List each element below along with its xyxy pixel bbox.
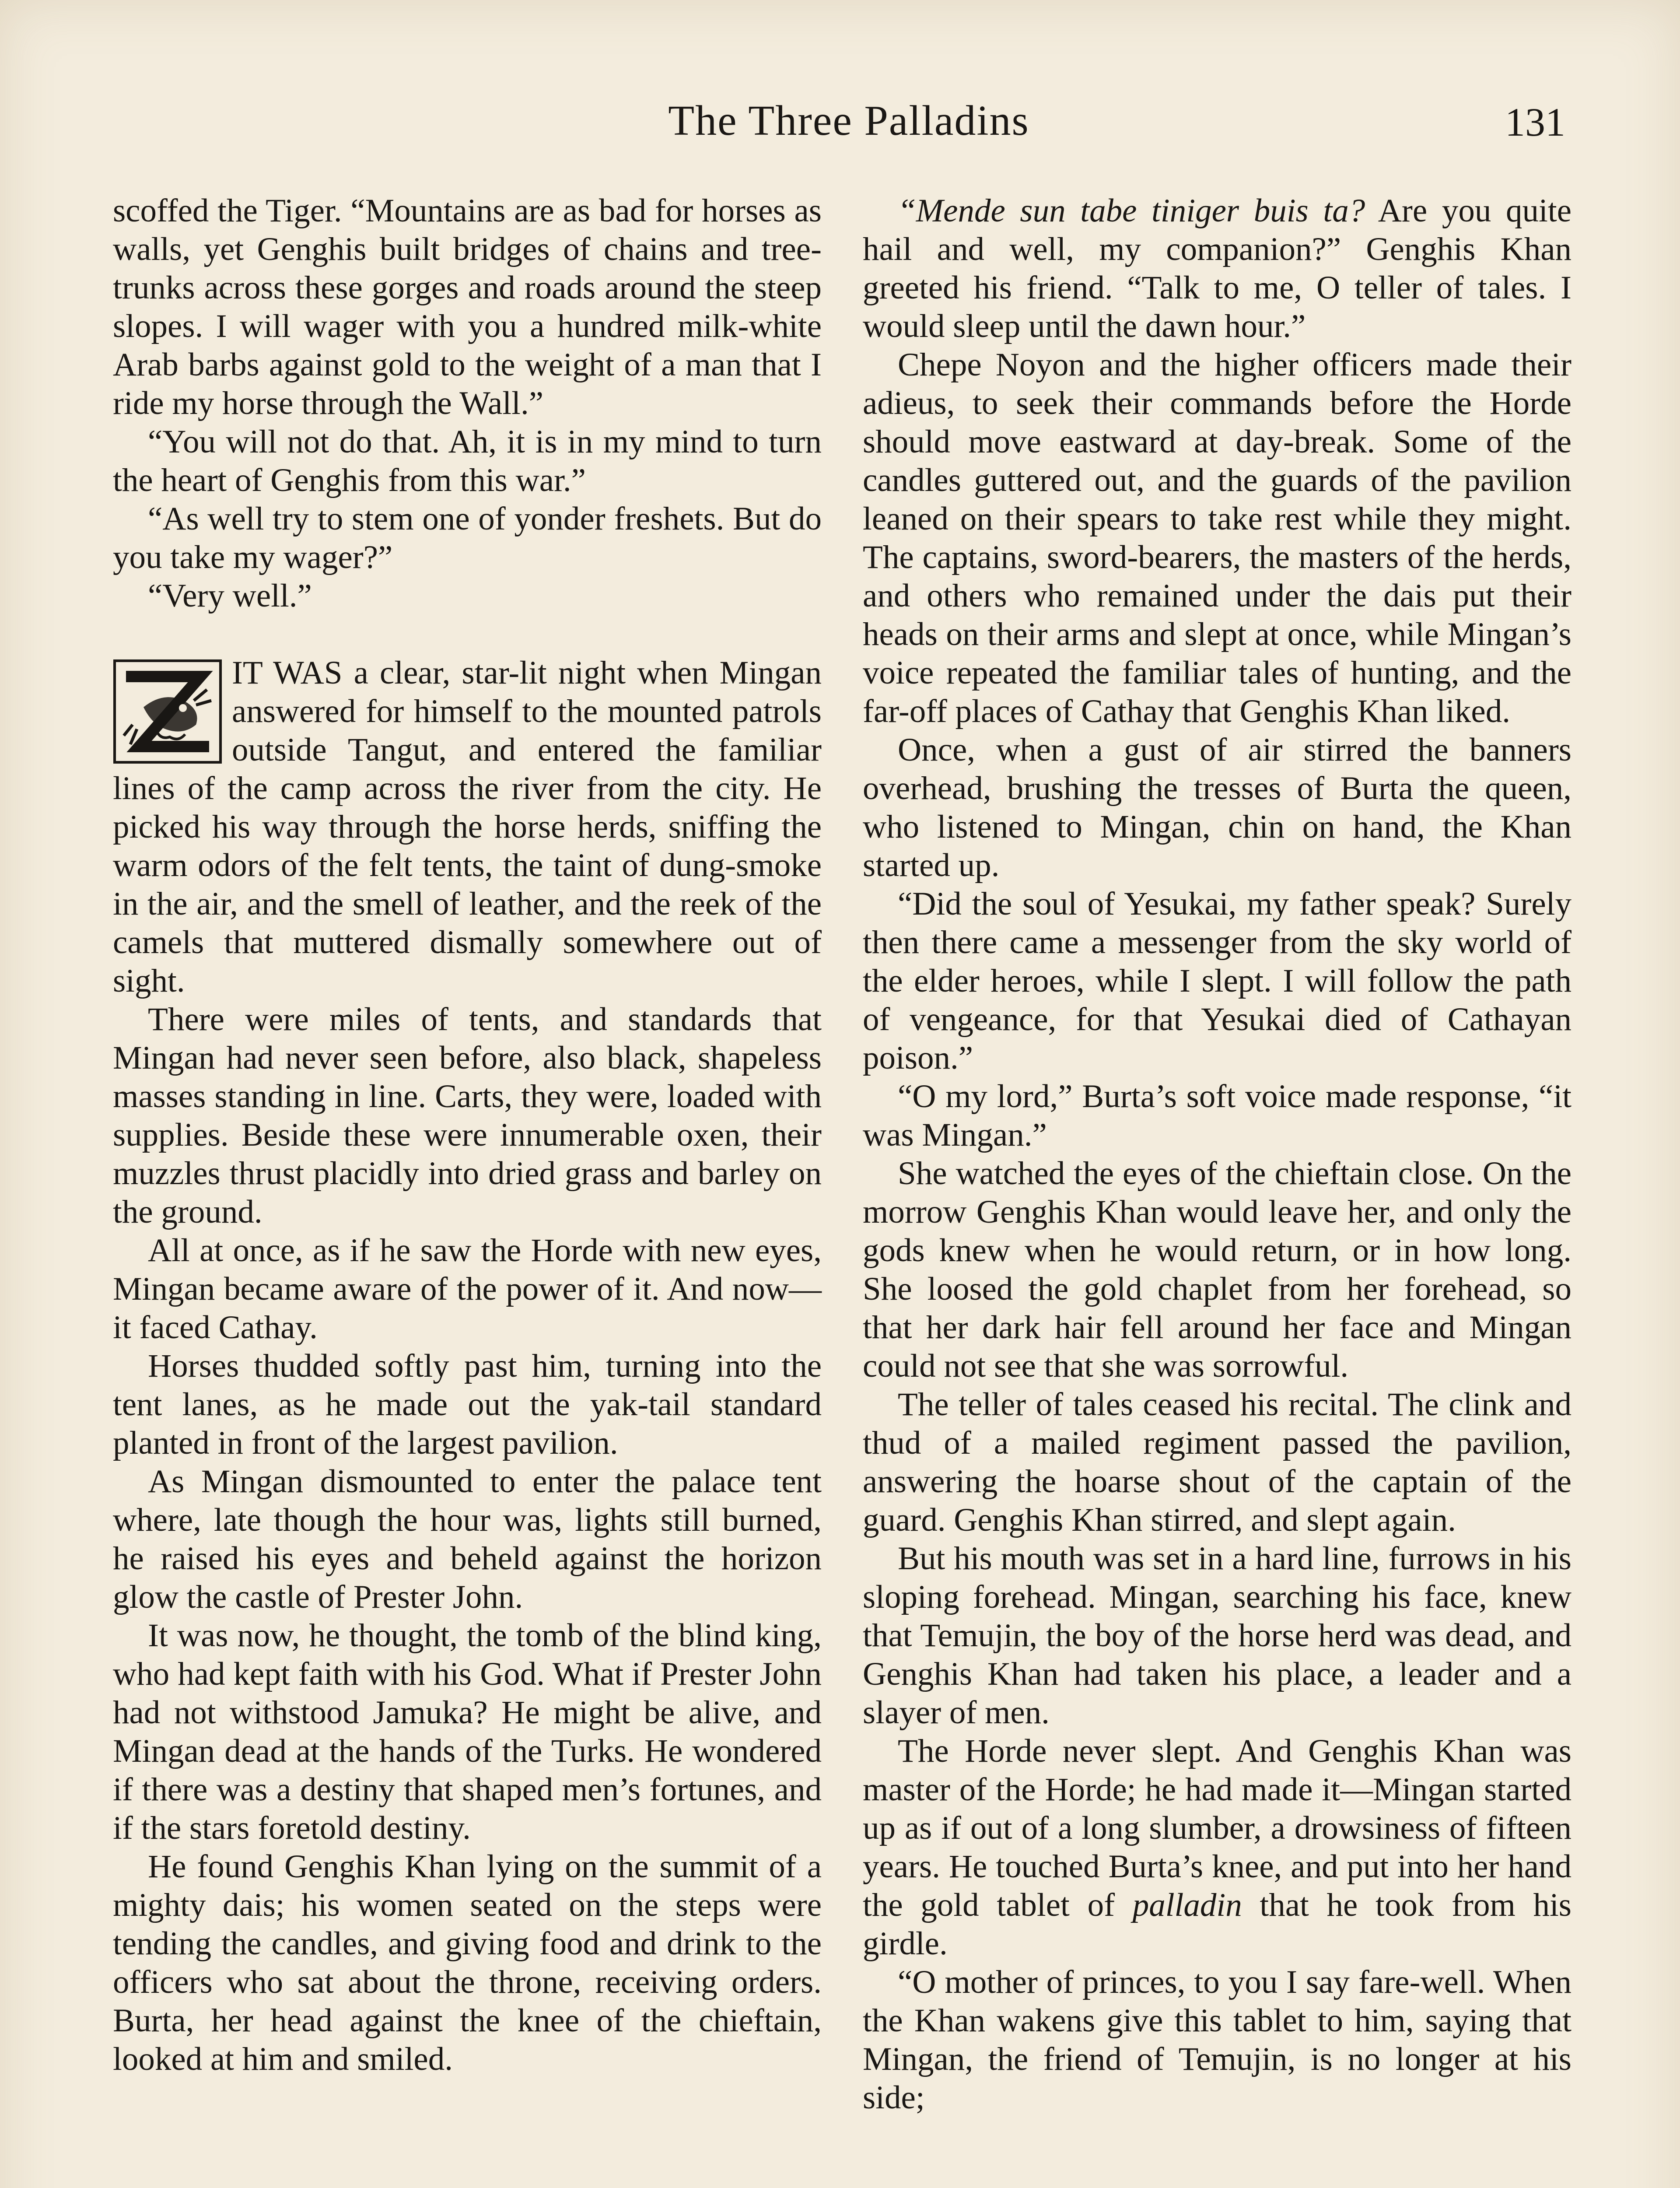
paragraph: As Mingan dismounted to enter the palace tent where, late though the hour was, lights still burned, he raised his eyes and beheld against the horizon glow the castle of Prester John. — [113, 1463, 822, 1615]
paragraph: All at once, as if he saw the Horde with new eyes, Mingan became aware of the power of it. And now—it faced Cathay. — [113, 1232, 822, 1346]
greeting-paragraph — [863, 192, 1572, 346]
dragon-drop-cap-icon — [113, 659, 222, 764]
paragraph: “Did the soul of Yesukai, my father speak? Surely then there came a messenger from the sky world of the elder heroes, while I slept. I will follow the path of vengeance, for that Yesukai died of Cathayan poison.” — [863, 886, 1572, 1076]
paragraph-text: The Horde never slept. And Genghis Khan was master of the Horde; he had made it—Mingan started up as if out of a long slumber, a drowsiness of fifteen years. He touched Burta’s knee, and put into her hand the gold tablet of — [863, 1733, 1572, 1923]
paragraph: “As well try to stem one of yonder freshets. But do you take my wager?” — [113, 501, 822, 575]
right-column — [863, 192, 1572, 2117]
running-title: The Three Palladins — [668, 97, 1029, 144]
paragraph: But his mouth was set in a hard line, furrows in his sloping forehead. Mingan, searching his face, knew that Temujin, the boy of the horse herd was dead, and Genghis Khan had taken his place, a leader and a slayer of men. — [863, 1540, 1572, 1731]
paragraph: “You will not do that. Ah, it is in my mind to turn the heart of Genghis from this war.” — [113, 424, 822, 498]
paragraph: scoffed the Tiger. “Mountains are as bad for horses as walls, yet Genghis built bridges of chains and tree-trunks across these gorges and roads around the steep slopes. I will wager with you a hundred milk-white Arab barbs against gold to the weight of a man that I ride my horse through the Wall.” — [113, 193, 822, 421]
paragraph: “O my lord,” Burta’s soft voice made response, “it was Mingan.” — [863, 1078, 1572, 1153]
mongol-greeting: “Mende sun tabe tiniger buis ta? — [898, 193, 1365, 229]
paragraph: Horses thudded softly past him, turning into the tent lanes, as he made out the yak-tail standard planted in front of the largest pavilion. — [113, 1348, 822, 1461]
paragraph: He found Genghis Khan lying on the summit of a mighty dais; his women seated on the steps were tending the candles, and giving food and drink to the officers who sat about the throne, receiving orders. Burta, her head against the knee of the chieftain, looked at him and smiled. — [113, 1848, 822, 2077]
left-column — [113, 192, 822, 2079]
paragraph: Once, when a gust of air stirred the banners overhead, brushing the tresses of Burta the queen, who listened to Mingan, chin on hand, the Khan started up. — [863, 732, 1572, 884]
paragraph: She watched the eyes of the chieftain close. On the morrow Genghis Khan would leave her, and only the gods knew when he would return, or in how long. She loosed the gold chaplet from her forehead, so that her dark hair fell around her face and Mingan could not see that she was sorrowful. — [863, 1155, 1572, 1384]
italic-word: palladin — [1132, 1887, 1242, 1923]
paragraph: “Very well.” — [148, 578, 312, 614]
paragraph-text: IT WAS a clear, star-lit night when Mingan answered for himself to the mounted patrols outside Tangut, and entered the familiar lines of the camp across the river from the city. He picked his way through the horse herds, sniffing the warm odors of the felt tents, the taint of dung-smoke in the air, and the smell of leather, and the reek of the camels that muttered dismally somewhere out of sight. — [113, 655, 822, 999]
paragraph: Chepe Noyon and the higher officers made their adieus, to seek their commands before the Horde should move eastward at day-break. Some of the candles guttered out, and the guards of the pavilion leaned on their spears to take rest while they might. The captains, sword-bearers, the masters of the herds, and others who remained under the dais put their heads on their arms and slept at once, while Mingan’s voice repeated the familiar tales of hunting, and the far-off places of Cathay that Genghis Khan liked. — [863, 347, 1572, 729]
section-opening-paragraph — [113, 654, 822, 1000]
paragraph-text: Are you quite hail and well, my companion?” Genghis Khan greeted his friend. “Talk to me, O teller of tales. I would sleep until the dawn hour.” — [863, 193, 1572, 344]
paragraph-text: that he took from his girdle. — [863, 1887, 1572, 1962]
paragraph: The teller of tales ceased his recital. The clink and thud of a mailed regiment passed the pavilion, answering the hoarse shout of the captain of the guard. Genghis Khan stirred, and slept again. — [863, 1386, 1572, 1538]
paragraph — [863, 1732, 1572, 1963]
page-number: 131 — [1505, 100, 1565, 144]
paragraph: “O mother of princes, to you I say fare-well. When the Khan wakens give this tablet to him, saying that Mingan, the friend of Temujin, is no longer at his side; — [863, 1964, 1572, 2116]
paragraph: It was now, he thought, the tomb of the blind king, who had kept faith with his God. What if Prester John had not withstood Jamuka? He might be alive, and Mingan dead at the hands of the Turks. He wondered if there was a destiny that shaped men’s fortunes, and if the stars foretold destiny. — [113, 1617, 822, 1846]
paragraph: There were miles of tents, and standards that Mingan had never seen before, also black, shapeless masses standing in line. Carts, they were, loaded with supplies. Beside these were innumerable oxen, their muzzles thrust placidly into dried grass and barley on the ground. — [113, 1001, 822, 1230]
